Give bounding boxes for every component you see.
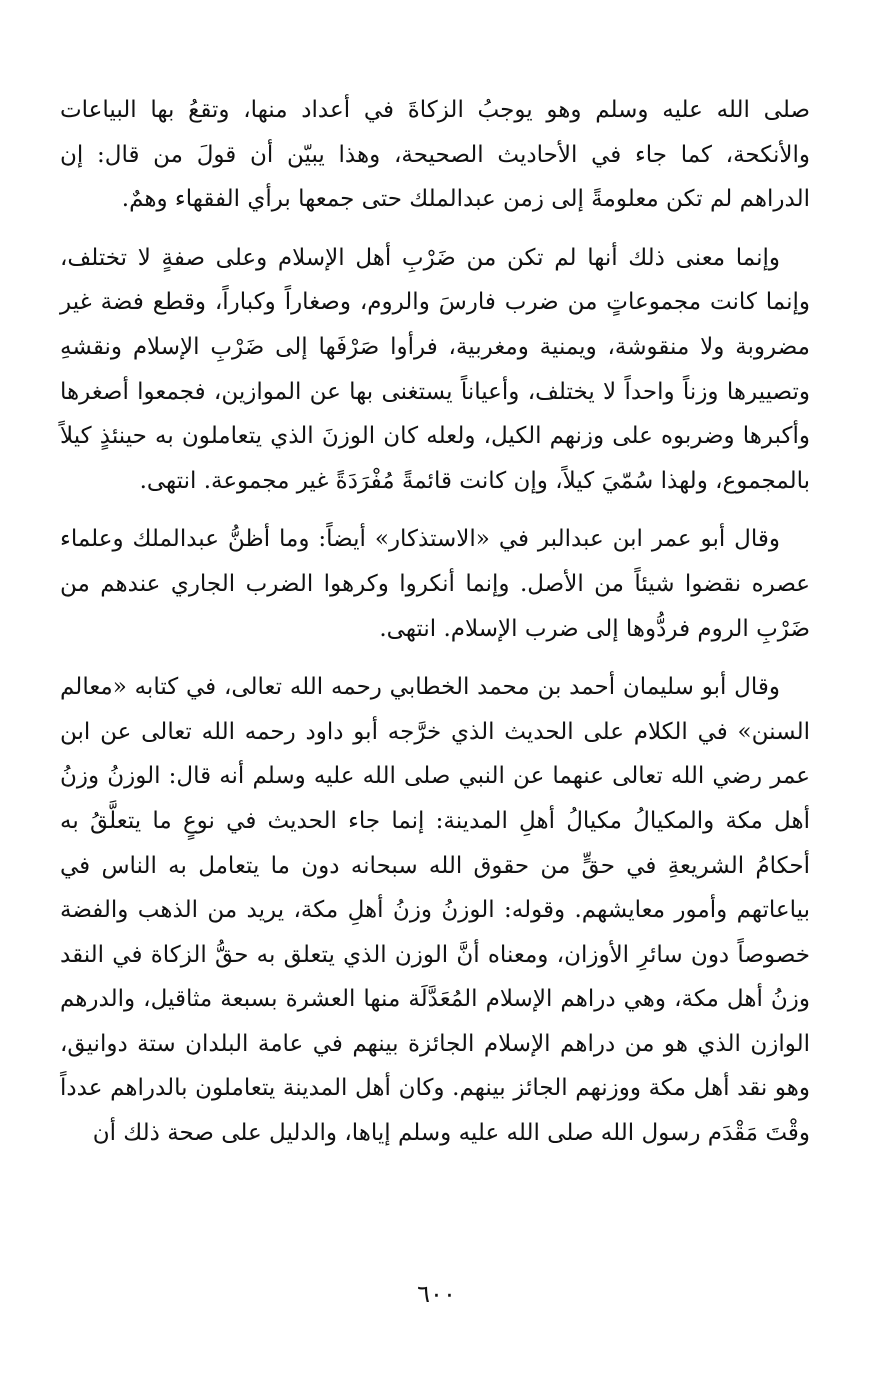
paragraph-4: وقال أبو سليمان أحمد بن محمد الخطابي رحمه الله تعالى، في كتابه «معالم السنن» في الكلام على الحديث الذي خرَّجه أبو داود رحمه الله تعالى عن ابن عمر رضي الله تعالى عنهما عن النبي صلى الله عليه وسلم أنه قال: الوزنُ وزنُ أهل مكة والمكيالُ مكيالُ أهلِ المدينة: إنما جاء الحديث في نوعٍ ما يتعلَّقُ به أحكامُ الشريعةِ في حقٍّ من حقوق الله سبحانه دون ما يتعامل به الناس في بياعاتهم وأمور معايشهم. وقوله: الوزنُ وزنُ أهلِ مكة، يريد من الذهب والفضة خصوصاً دون سائرِ الأوزان، ومعناه أنَّ الوزن الذي يتعلق به حقُّ الزكاة في النقد وزنُ أهل مكة، وهي دراهم الإسلام المُعَدَّلَة منها العشرة بسبعة مثاقيل، والدرهم الوازن الذي هو من دراهم الإسلام الجائزة بينهم في عامة البلدان ستة دوانيق، وهو نقد أهل مكة ووزنهم الجائز بينهم. وكان أهل المدينة يتعاملون بالدراهم عدداً وقْتَ مَقْدَم رسول الله صلى الله عليه وسلم إياها، والدليل على صحة ذلك أن <box>60 674 810 1147</box>
paragraph-1: صلى الله عليه وسلم وهو يوجبُ الزكاةَ في أعداد منها، وتقعُ بها البياعات والأنكحة، كما جاء في الأحاديث الصحيحة، وهذا يبيّن أن قولَ من قال: إن الدراهم لم تكن معلومةً إلى زمن عبدالملك حتى جمعها برأي الفقهاء وهمٌ. <box>60 97 810 213</box>
paragraph-2: وإنما معنى ذلك أنها لم تكن من ضَرْبِ أهل الإسلام وعلى صفةٍ لا تختلف، وإنما كانت مجموعاتٍ من ضرب فارسَ والروم، وصغاراً وكباراً، وقطع فضة غير مضروبة ولا منقوشة، ويمنية ومغربية، فرأوا صَرْفَها إلى ضَرْبِ الإسلام ونقشهِ وتصييرها وزناً واحداً لا يختلف، وأعياناً يستغنى بها عن الموازين، فجمعوا أصغرها وأكبرها وضربوه على وزنهم الكيل، ولعله كان الوزنَ الذي يتعاملون به حينئذٍ كيلاً بالمجموع، ولهذا سُمّيَ كيلاً، وإن كانت قائمةً مُفْرَدَةً غير مجموعة. انتهى. <box>60 244 810 494</box>
main-text <box>60 88 810 1156</box>
page-number: ٦٠٠ <box>417 1280 456 1308</box>
paragraph-3: وقال أبو عمر ابن عبدالبر في «الاستذكار» أيضاً: وما أظنُّ عبدالملك وعلماء عصره نقضوا شيئاً من الأصل. وإنما أنكروا وكرهوا الضرب الجاري عندهم من ضَرْبِ الروم فردُّوها إلى ضرب الإسلام. انتهى. <box>60 526 810 642</box>
